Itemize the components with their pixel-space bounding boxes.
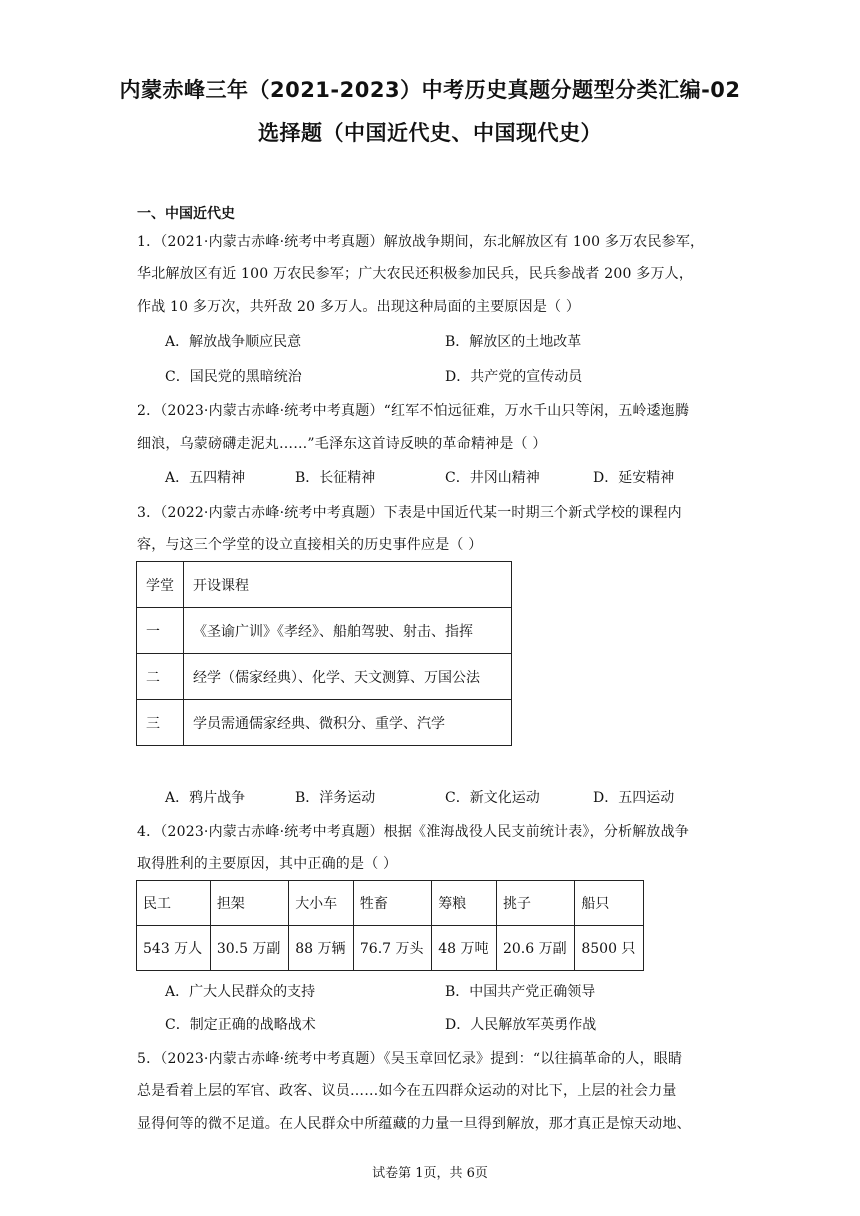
table-cell: 一 xyxy=(137,608,184,654)
q4-option-d: D．人民解放军英勇作战 xyxy=(445,1017,597,1033)
q4-option-a: A．广大人民群众的支持 xyxy=(165,984,316,1000)
q4-option-c: C．制定正确的战略战术 xyxy=(165,1017,316,1033)
q1-text-line: 1．（2021·内蒙古赤峰·统考中考真题）解放战争期间，东北解放区有 100 多万农民参军， xyxy=(137,234,705,250)
q1-text-line: 华北解放区有近 100 万农民参军；广大农民还积极参加民兵，民兵参战者 200 多万人， xyxy=(137,266,694,282)
table-cell: 30.5 万副 xyxy=(210,926,288,971)
q3-text-line: 容，与这三个学堂的设立直接相关的历史事件应是（ ） xyxy=(137,537,483,553)
q1-option-b: B．解放区的土地改革 xyxy=(445,334,582,350)
table-cell: 48 万吨 xyxy=(432,926,497,971)
q5-text-line: 总是看着上层的军官、政客、议员……如今在五四群众运动的对比下，上层的社会力量 xyxy=(137,1083,677,1099)
page-title: 内蒙赤峰三年（2021-2023）中考历史真题分题型分类汇编-02 xyxy=(119,78,741,102)
table-row xyxy=(137,562,512,608)
table-cell: 76.7 万头 xyxy=(353,926,431,971)
q3-option-c: C．新文化运动 xyxy=(445,790,540,806)
q1-option-a: A．解放战争顺应民意 xyxy=(165,334,302,350)
table-row xyxy=(137,700,512,746)
q2-option-a: A．五四精神 xyxy=(165,470,246,486)
q4-text-line: 4．（2023·内蒙古赤峰·统考中考真题）根据《淮海战役人民支前统计表》，分析解放战争 xyxy=(137,824,690,840)
q2-text-line: 细浪，乌蒙磅礴走泥丸……”毛泽东这首诗反映的革命精神是（ ） xyxy=(137,436,547,452)
q4-text-line: 取得胜利的主要原因，其中正确的是（ ） xyxy=(137,856,398,872)
page-subtitle: 选择题（中国近代史、中国现代史） xyxy=(258,121,602,145)
table-cell: 543 万人 xyxy=(137,926,211,971)
table-cell: 二 xyxy=(137,654,184,700)
table-cell: 担架 xyxy=(210,881,288,926)
q4-option-b: B．中国共产党正确领导 xyxy=(445,984,596,1000)
table-cell: 船只 xyxy=(575,881,644,926)
table-cell: 开设课程 xyxy=(184,562,512,608)
q3-option-a: A．鸦片战争 xyxy=(165,790,246,806)
huaihai-support-table xyxy=(136,880,644,971)
q5-text-line: 显得何等的微不足道。在人民群众中所蕴藏的力量一旦得到解放，那才真正是惊天动地、 xyxy=(137,1116,691,1132)
table-cell: 民工 xyxy=(137,881,211,926)
table-row xyxy=(137,654,512,700)
q1-option-d: D．共产党的宣传动员 xyxy=(445,369,583,385)
table-cell: 三 xyxy=(137,700,184,746)
table-cell: 筹粮 xyxy=(432,881,497,926)
table-row xyxy=(137,608,512,654)
table-cell: 20.6 万副 xyxy=(496,926,574,971)
table-cell: 《圣谕广训》《孝经》、船舶驾驶、射击、指挥 xyxy=(184,608,512,654)
q2-option-c: C．井冈山精神 xyxy=(445,470,540,486)
q5-text-line: 5．（2023·内蒙古赤峰·统考中考真题）《吴玉章回忆录》提到：“以往搞革命的人，眼睛 xyxy=(137,1051,683,1067)
q2-option-d: D．延安精神 xyxy=(593,470,675,486)
q2-option-b: B．长征精神 xyxy=(295,470,376,486)
table-cell: 挑子 xyxy=(496,881,574,926)
school-course-table xyxy=(136,561,512,746)
table-cell: 学员需通儒家经典、微积分、重学、汽学 xyxy=(184,700,512,746)
page-footer: 试卷第 1页，共 6页 xyxy=(372,1166,488,1181)
q3-option-d: D．五四运动 xyxy=(593,790,675,806)
q3-option-b: B．洋务运动 xyxy=(295,790,376,806)
q3-text-line: 3．（2022·内蒙古赤峰·统考中考真题）下表是中国近代某一时期三个新式学校的课程内 xyxy=(137,505,682,521)
table-row xyxy=(137,881,644,926)
q1-option-c: C．国民党的黑暗统治 xyxy=(165,369,302,385)
table-cell: 88 万辆 xyxy=(289,926,354,971)
table-cell: 牲畜 xyxy=(353,881,431,926)
q1-text-line: 作战 10 多万次，共歼敌 20 多万人。出现这种局面的主要原因是（ ） xyxy=(137,299,581,315)
table-cell: 8500 只 xyxy=(575,926,644,971)
table-row xyxy=(137,926,644,971)
table-cell: 学堂 xyxy=(137,562,184,608)
section-heading: 一、中国近代史 xyxy=(137,206,235,222)
table-cell: 经学（儒家经典）、化学、天文测算、万国公法 xyxy=(184,654,512,700)
table-cell: 大小车 xyxy=(289,881,354,926)
q2-text-line: 2．（2023·内蒙古赤峰·统考中考真题）“红军不怕远征难，万水千山只等闲，五岭逶迤腾 xyxy=(137,403,690,419)
